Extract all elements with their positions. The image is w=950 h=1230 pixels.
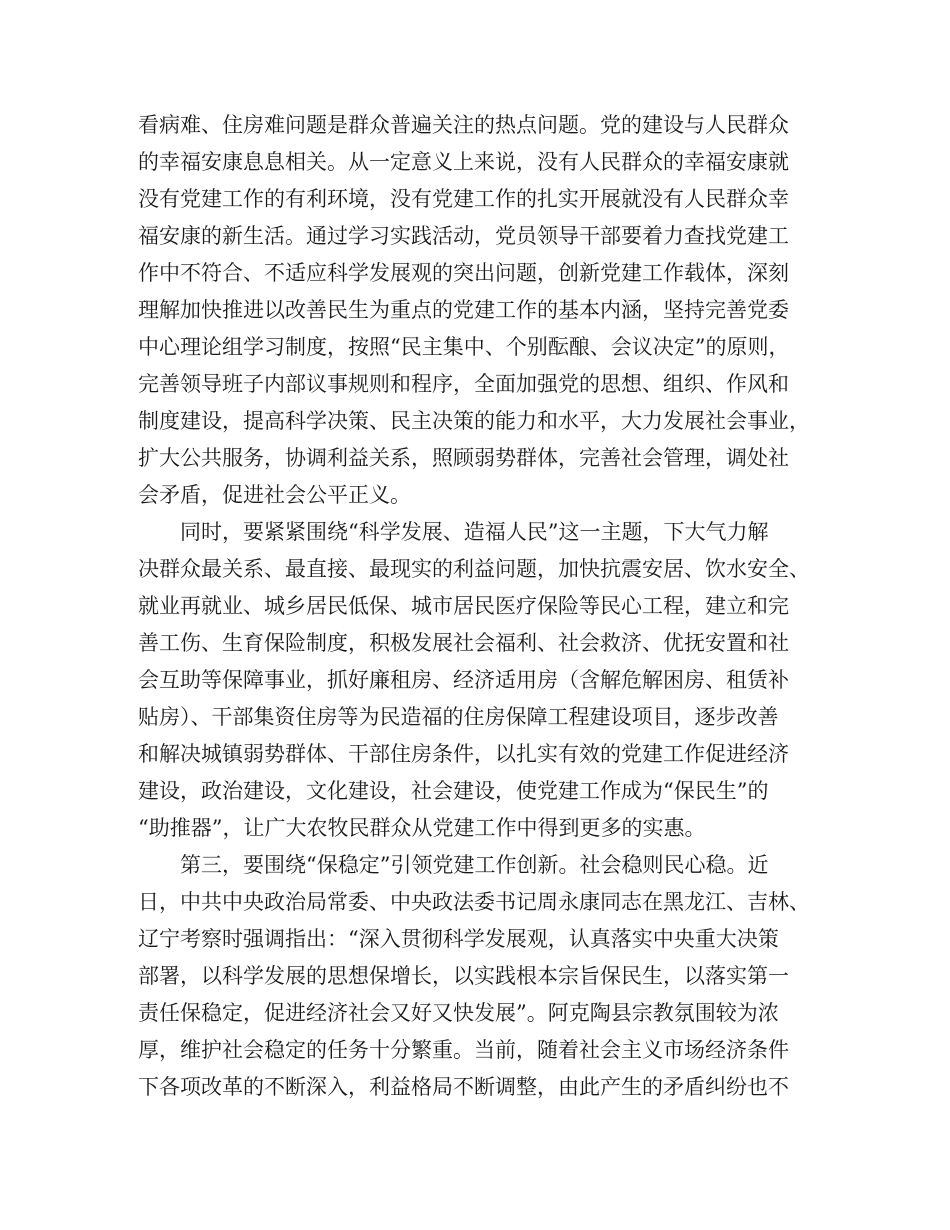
text-line: 完善领导班子内部议事规则和程序，全面加强党的思想、组织、作风和 (138, 372, 789, 396)
text-line: 作中不符合、不适应科学发展观的突出问题，创新党建工作载体，深刻 (138, 261, 789, 285)
text-line: 善工伤、生育保险制度，积极发展社会福利、社会救济、优抚安置和社 (138, 631, 789, 655)
text-line: 福安康的新生活。通过学习实践活动，党员领导干部要着力查找党建工 (138, 224, 789, 248)
text-line: 同时，要紧紧围绕“科学发展、造福人民”这一主题，下大气力解 (138, 520, 769, 544)
text-line: 第三，要围绕“保稳定”引领党建工作创新。社会稳则民心稳。近 (138, 853, 769, 877)
text-line: 日，中共中央政治局常委、中央政法委书记周永康同志在黑龙江、吉林、 (138, 890, 810, 914)
text-line: 辽宁考察时强调指出：“深入贯彻科学发展观，认真落实中央重大决策 (138, 927, 779, 951)
text-line: 责任保稳定，促进经济社会又好又快发展”。阿克陶县宗教氛围较为浓 (138, 1001, 779, 1025)
text-line: 和解决城镇弱势群体、干部住房条件，以扎实有效的党建工作促进经济 (138, 742, 789, 766)
text-line: 没有党建工作的有利环境，没有党建工作的扎实开展就没有人民群众幸 (138, 187, 789, 211)
document-body (138, 107, 828, 1106)
text-line: 下各项改革的不断深入，利益格局不断调整，由此产生的矛盾纠纷也不 (138, 1075, 789, 1099)
text-line: 建设，政治建设，文化建设，社会建设，使党建工作成为“保民生”的 (138, 779, 769, 803)
text-line: 贴房）、干部集资住房等为民造福的住房保障工程建设项目，逐步改善 (138, 705, 779, 729)
text-line: 中心理论组学习制度，按照“民主集中、个别酝酿、会议决定”的原则， (138, 335, 790, 359)
text-line: 就业再就业、城乡居民低保、城市居民医疗保险等民心工程，建立和完 (138, 594, 789, 618)
text-line: “助推器”，让广大农牧民群众从党建工作中得到更多的实惠。 (138, 816, 706, 840)
text-line: 会互助等保障事业，抓好廉租房、经济适用房（含解危解困房、租赁补 (138, 668, 789, 692)
text-line: 的幸福安康息息相关。从一定意义上来说，没有人民群众的幸福安康就 (138, 150, 789, 174)
text-line: 扩大公共服务，协调利益关系，照顾弱势群体，完善社会管理，调处社 (138, 446, 789, 470)
text-line: 厚，维护社会稳定的任务十分繁重。当前，随着社会主义市场经济条件 (138, 1038, 789, 1062)
text-line: 会矛盾，促进社会公平正义。 (138, 483, 411, 507)
text-line: 理解加快推进以改善民生为重点的党建工作的基本内涵，坚持完善党委 (138, 298, 789, 322)
text-line: 制度建设，提高科学决策、民主决策的能力和水平，大力发展社会事业， (138, 409, 810, 433)
text-line: 决群众最关系、最直接、最现实的利益问题，加快抗震安居、饮水安全、 (138, 557, 810, 581)
text-line: 部署，以科学发展的思想保增长，以实践根本宗旨保民生，以落实第一 (138, 964, 789, 988)
text-line: 看病难、住房难问题是群众普遍关注的热点问题。党的建设与人民群众 (138, 113, 789, 137)
